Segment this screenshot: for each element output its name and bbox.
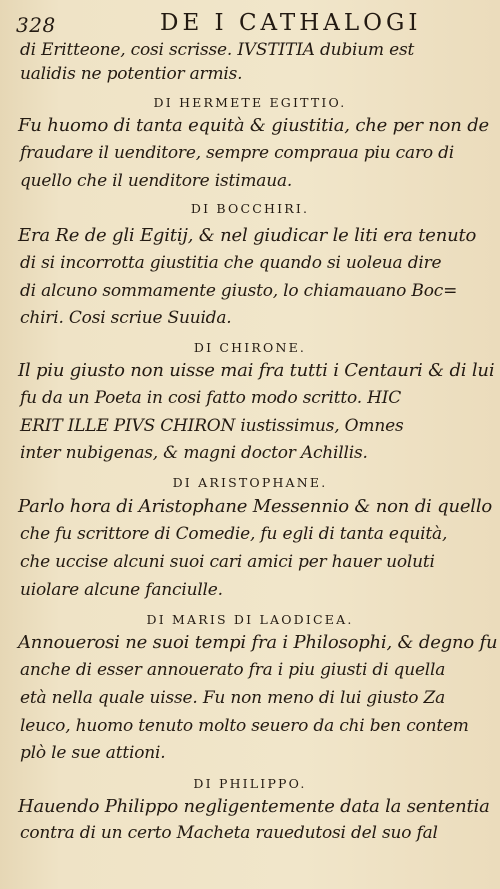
- text-line: leuco, huomo tenuto molto seuero da chi ben contem: [20, 716, 469, 736]
- text-line: uiolare alcune fanciulle.: [20, 580, 223, 600]
- section-heading: DI ARISTOPHANE.: [172, 475, 328, 490]
- page-header: [10, 8, 486, 38]
- paragraph-first-line: Parlo hora di Aristophane Messennio & non di quello: [18, 496, 493, 517]
- page-number: 328: [16, 13, 56, 37]
- paragraph-first-line: Hauendo Philippo negligentemente data la sententia: [18, 796, 490, 817]
- section-heading: DI PHILIPPO.: [193, 776, 307, 791]
- paragraph-first-line: Il piu giusto non uisse mai fra tutti i Centauri & di lui: [18, 360, 495, 381]
- text-line: chiri. Cosi scriue Suuida.: [20, 308, 232, 328]
- text-line: fraudare il uenditore, sempre comprauа piu caro di: [20, 143, 455, 163]
- text-line: che uccise alcuni suoi cari amici per hauer uoluti: [20, 552, 435, 572]
- text-line: che fu scrittore di Comedie, fu egli di tanta equità,: [20, 524, 448, 544]
- text-line: plò le sue attioni.: [20, 743, 166, 763]
- section-heading: DI HERMETE EGITTIO.: [153, 95, 347, 110]
- text-line: anche di esser annouerato fra i piu giusti di quella: [20, 660, 446, 680]
- section-heading: DI BOCCHIRI.: [190, 201, 310, 216]
- running-title: DE I CATHALOGI: [160, 10, 422, 36]
- text-line: contra di un certo Macheta rauedutosi del suo fal: [20, 823, 438, 843]
- text-line: inter nubigenas, & magni doctor Achillis.: [20, 443, 368, 463]
- text-line: di Eritteone, cosi scrisse. IVSTITIA dubium est: [20, 40, 415, 60]
- text-line: ualidis ne potentior armis.: [20, 64, 243, 84]
- text-line: di alcuno sommamente giusto, lo chiamauano Boc=: [20, 281, 458, 301]
- paragraph-first-line: Annouerosi ne suoi tempi fra i Philosophi, & degno fu: [18, 632, 498, 653]
- text-line: ERIT ILLE PIVS CHIRON iustissimus, Omnes: [20, 416, 404, 436]
- section-heading: DI CHIRONE.: [193, 340, 307, 355]
- text-line: fu da un Poeta in cosi fatto modo scritto. HIC: [20, 388, 402, 408]
- paragraph-first-line: Fu huomo di tanta equità & giustitia, che per non de: [18, 115, 489, 136]
- text-line: età nella quale uisse. Fu non meno di lui giusto Za: [20, 688, 446, 708]
- paragraph-first-line: Era Re de gli Egitij, & nel giudicar le liti era tenuto: [18, 225, 477, 246]
- text-line: di si incorrotta giustitia che quando si uoleua dire: [20, 253, 442, 273]
- text-line: quello che il uenditore istimaua.: [20, 171, 293, 191]
- section-heading: DI MARIS DI LAODICEA.: [146, 612, 354, 627]
